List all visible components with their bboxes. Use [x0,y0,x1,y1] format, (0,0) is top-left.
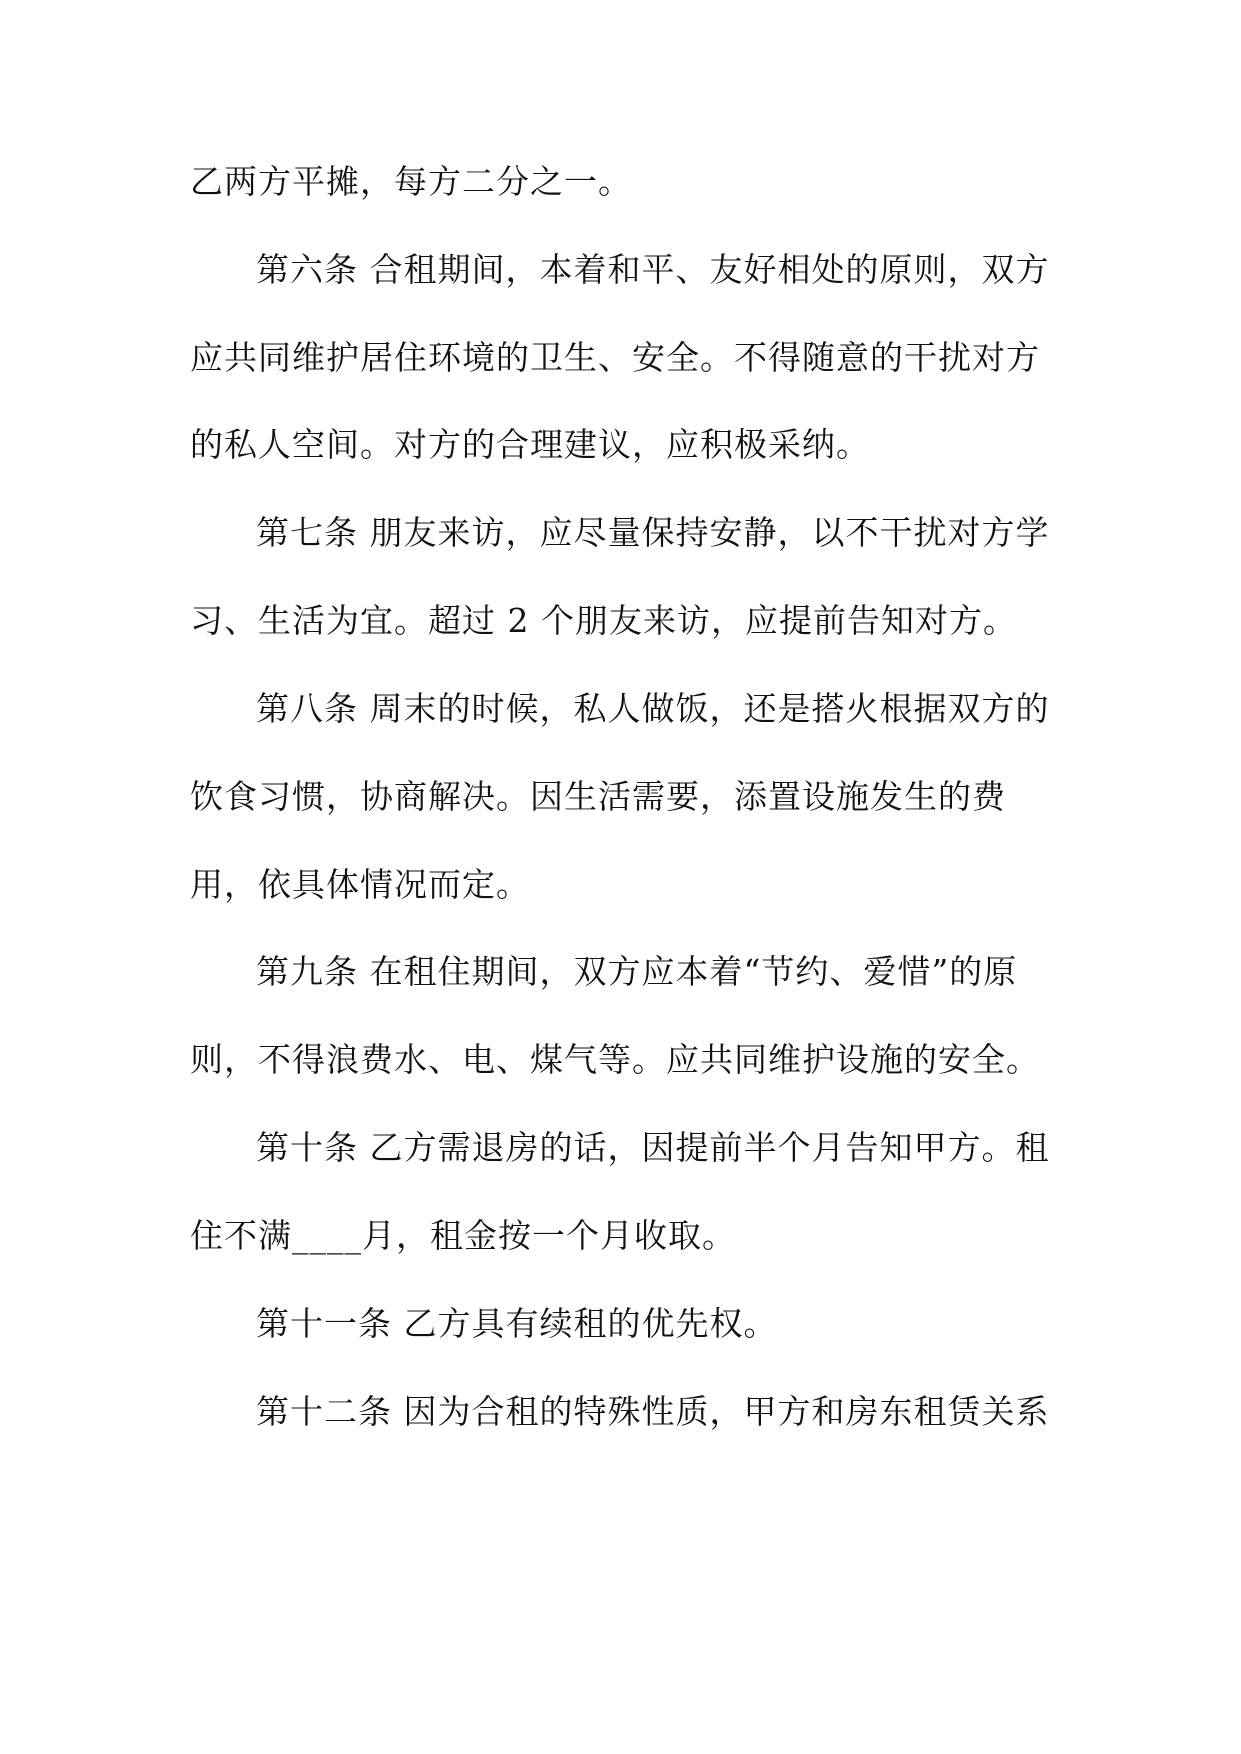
text-line: 住不满____月，租金按一个月收取。 [190,1216,736,1255]
text-line: 的私人空间。对方的合理建议，应积极采纳。 [190,425,870,464]
article-8-line: 第八条 周末的时候，私人做饭，还是搭火根据双方的 [256,689,1050,728]
article-12-line: 第十二条 因为合租的特殊性质，甲方和房东租赁关系 [256,1392,1050,1431]
text-line: 乙两方平摊，每方二分之一。 [190,162,632,201]
article-11-line: 第十一条 乙方具有续租的优先权。 [256,1304,778,1343]
article-6-line: 第六条 合租期间，本着和平、友好相处的原则，双方 [256,250,1050,289]
text-line: 用，依具体情况而定。 [190,865,530,904]
text-line: 饮食习惯，协商解决。因生活需要，添置设施发生的费 [190,777,1006,816]
article-10-line: 第十条 乙方需退房的话，因提前半个月告知甲方。租 [256,1128,1050,1167]
article-9-line: 第九条 在租住期间，双方应本着“节约、爱惜”的原 [256,952,1018,991]
article-7-line: 第七条 朋友来访，应尽量保持安静，以不干扰对方学 [256,513,1050,552]
text-line: 习、生活为宜。超过 2 个朋友来访，应提前告知对方。 [190,601,1017,640]
text-line: 则，不得浪费水、电、煤气等。应共同维护设施的安全。 [190,1040,1040,1079]
text-line: 应共同维护居住环境的卫生、安全。不得随意的干扰对方 [190,338,1040,377]
